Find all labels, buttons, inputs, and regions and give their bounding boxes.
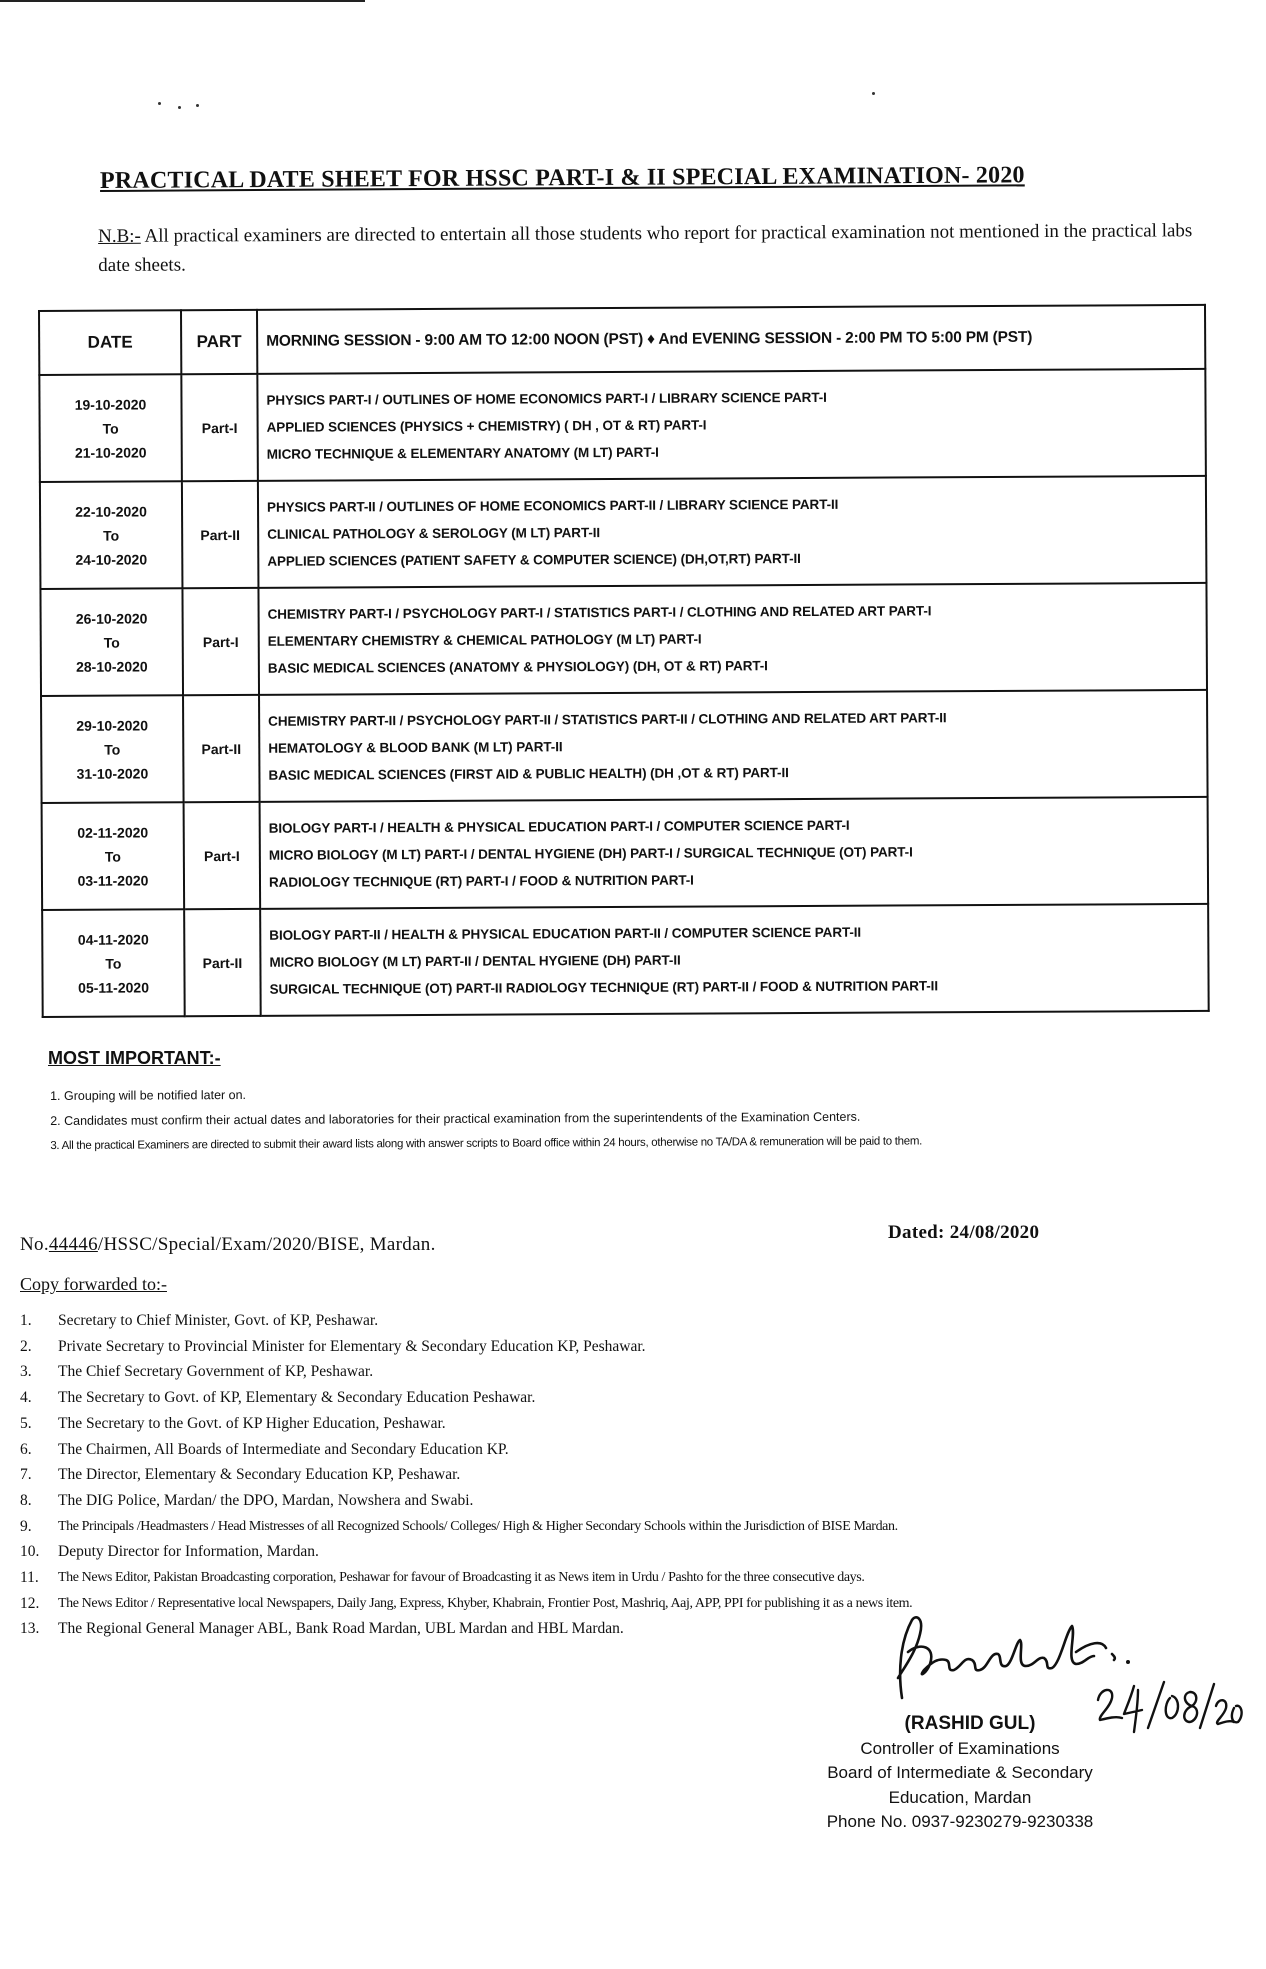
date-range (40, 588, 183, 696)
signatory-name: (RASHID GUL) (904, 1713, 1036, 1734)
list-item (20, 1411, 912, 1437)
date-to-label: To (103, 634, 120, 651)
table-row (39, 369, 1206, 482)
session-column-header: MORNING SESSION - 9:00 AM TO 12:00 NOON (PST) ♦ And EVENING SESSION - 2:00 PM TO 5:00 PM (PST) (257, 305, 1205, 374)
list-item-number: 12. (20, 1594, 40, 1612)
list-item (20, 1488, 912, 1514)
subject-line: SURGICAL TECHNIQUE (OT) PART-II RADIOLOGY TECHNIQUE (RT) PART-II / FOOD & NUTRITION PART-II (269, 978, 938, 997)
list-item-number: 3. (20, 1363, 32, 1381)
list-item-number: 5. (20, 1414, 32, 1432)
scan-top-edge (0, 0, 365, 2)
signatory-org-line1: Board of Intermediate & Secondary (827, 1763, 1093, 1782)
table-row (42, 904, 1209, 1017)
list-item-text: The Principals /Headmasters / Head Mistresses of all Recognized Schools/ Colleges/ High & Higher Secondary Schools within the Jurisdiction of BISE Mardan. (58, 1518, 898, 1534)
scan-speck (158, 102, 161, 105)
page-title: PRACTICAL DATE SHEET FOR HSSC PART-I & II SPECIAL EXAMINATION- 2020 (99, 162, 1025, 194)
date-to-label: To (105, 955, 122, 972)
list-item-text: The News Editor, Pakistan Broadcasting corporation, Peshawar for favour of Broadcasting it as News item in Urdu / Pashto for the three consecutive days. (58, 1570, 865, 1586)
list-item-text: The Regional General Manager ABL, Bank Road Mardan, UBL Mardan and HBL Mardan. (58, 1620, 624, 1638)
list-item-number: 6. (20, 1440, 32, 1458)
important-item: 3. All the practical Examiners are directed to submit their award lists along with answer scripts to Board office within 24 hours, otherwise no TA/DA & remuneration will be paid to them. (50, 1135, 923, 1152)
reference-prefix: No. (20, 1234, 49, 1255)
signatory-org-line2: Education, Mardan (888, 1787, 1032, 1807)
part-cell: Part-I (182, 588, 259, 695)
part-cell: Part-I (184, 802, 261, 909)
list-item-number: 1. (20, 1312, 32, 1329)
date-from: 26-10-2020 (75, 609, 148, 627)
list-item-number: 9. (20, 1517, 32, 1535)
date-to: 03-11-2020 (77, 871, 149, 889)
list-item-number: 10. (20, 1543, 40, 1561)
date-to: 21-10-2020 (74, 443, 147, 461)
date-to: 24-10-2020 (75, 550, 148, 568)
list-item-text: The Secretary to Govt. of KP, Elementary & Secondary Education Peshawar. (58, 1389, 536, 1407)
subject-line: CLINICAL PATHOLOGY & SEROLOGY (M LT) PART-II (267, 525, 601, 542)
date-range (42, 909, 185, 1017)
date-range (39, 374, 182, 482)
list-item-number: 11. (20, 1569, 39, 1587)
subject-line: HEMATOLOGY & BLOOD BANK (M LT) PART-II (268, 739, 563, 756)
subject-line: CHEMISTRY PART-I / PSYCHOLOGY PART-I / STATISTICS PART-I / CLOTHING AND RELATED ART PART-I (267, 603, 932, 622)
subjects-cell (258, 476, 1207, 588)
list-item-text: Secretary to Chief Minister, Govt. of KP, Peshawar. (58, 1312, 379, 1329)
scan-speck (178, 106, 181, 109)
reference-serial: 44446 (48, 1234, 98, 1255)
part-cell: Part-II (184, 909, 261, 1016)
list-item (20, 1359, 912, 1385)
list-item (20, 1308, 912, 1334)
list-item-number: 8. (20, 1491, 32, 1509)
date-to-label: To (102, 420, 119, 437)
subject-line: APPLIED SCIENCES (PATIENT SAFETY & COMPUTER SCIENCE) (DH,OT,RT) PART-II (267, 551, 801, 569)
subject-line: ELEMENTARY CHEMISTRY & CHEMICAL PATHOLOGY (M LT) PART-I (267, 631, 702, 649)
subject-line: BIOLOGY PART-I / HEALTH & PHYSICAL EDUCATION PART-I / COMPUTER SCIENCE PART-I (268, 817, 850, 836)
important-heading: MOST IMPORTANT:- (48, 1048, 221, 1068)
date-to: 31-10-2020 (76, 764, 149, 782)
part-cell: Part-II (182, 481, 259, 588)
signatory-block (810, 1712, 1110, 1835)
date-to-label: To (104, 848, 121, 865)
date-from: 29-10-2020 (76, 716, 149, 734)
copy-forwarded-list (20, 1308, 912, 1642)
subject-line: PHYSICS PART-I / OUTLINES OF HOME ECONOMICS PART-I / LIBRARY SCIENCE PART-I (266, 389, 827, 408)
subject-line: APPLIED SCIENCES (PHYSICS + CHEMISTRY) ( DH , OT & RT) PART-I (266, 417, 707, 435)
subjects-cell (257, 369, 1206, 481)
date-to: 05-11-2020 (78, 978, 150, 996)
reference-suffix: /HSSC/Special/Exam/2020/BISE, Mardan. (97, 1234, 436, 1255)
handwritten-date (1094, 1676, 1244, 1734)
date-from: 04-11-2020 (77, 930, 149, 948)
date-to-label: To (104, 741, 121, 758)
scan-speck (872, 92, 875, 95)
note-text: All practical examiners are directed to entertain all those students who report for practical examination not mentioned in the practical labs date sheets. (98, 220, 1193, 276)
dated-label: Dated: 24/08/2020 (888, 1222, 1040, 1243)
subject-line: BIOLOGY PART-II / HEALTH & PHYSICAL EDUCATION PART-II / COMPUTER SCIENCE PART-II (269, 924, 862, 943)
list-item (20, 1616, 912, 1642)
part-cell: Part-II (183, 695, 260, 802)
list-item-text: The Director, Elementary & Secondary Education KP, Peshawar. (58, 1466, 461, 1484)
list-item (20, 1514, 912, 1540)
subject-line: BASIC MEDICAL SCIENCES (FIRST AID & PUBLIC HEALTH) (DH ,OT & RT) PART-II (268, 765, 789, 783)
table-row (40, 583, 1207, 696)
subjects-cell (260, 797, 1209, 909)
signatory-phone: Phone No. 0937-9230279-9230338 (826, 1812, 1094, 1831)
reference-number (20, 1234, 436, 1256)
date-from: 22-10-2020 (75, 502, 147, 520)
date-column-header: DATE (39, 310, 181, 375)
list-item-number: 2. (20, 1337, 32, 1355)
subject-line: BASIC MEDICAL SCIENCES (ANATOMY & PHYSIOLOGY) (DH, OT & RT) PART-I (267, 658, 768, 676)
subject-line: MICRO BIOLOGY (M LT) PART-II / DENTAL HYGIENE (DH) PART-II (269, 952, 681, 970)
list-item-text: The News Editor / Representative local Newspapers, Daily Jang, Express, Khyber, Khabrain, Frontier Post, Mashriq, Aaj, APP, PPI for publishing it as a news item. (58, 1595, 913, 1611)
list-item (20, 1334, 912, 1360)
subject-line: PHYSICS PART-II / OUTLINES OF HOME ECONOMICS PART-II / LIBRARY SCIENCE PART-II (266, 496, 839, 515)
list-item (20, 1565, 912, 1591)
scan-speck (196, 104, 199, 107)
subject-line: MICRO BIOLOGY (M LT) PART-I / DENTAL HYGIENE (DH) PART-I / SURGICAL TECHNIQUE (OT) PART-I (268, 844, 913, 863)
date-to: 28-10-2020 (76, 657, 148, 675)
subjects-cell (258, 583, 1207, 695)
date-range (40, 481, 183, 589)
subject-line: RADIOLOGY TECHNIQUE (RT) PART-I / FOOD & NUTRITION PART-I (268, 872, 694, 890)
list-item-number: 4. (20, 1389, 32, 1407)
important-item: 2. Candidates must confirm their actual dates and laboratories for their practical examination from the superintendents of the Examination Centers. (50, 1109, 861, 1128)
date-sheet-table (38, 304, 1210, 1018)
copy-forwarded-heading: Copy forwarded to:- (20, 1274, 167, 1294)
list-item (20, 1462, 912, 1488)
subject-line: CHEMISTRY PART-II / PSYCHOLOGY PART-II / STATISTICS PART-II / CLOTHING AND RELATED ART PART-II (268, 710, 947, 729)
signatory-designation: Controller of Examinations (860, 1738, 1060, 1758)
list-item (20, 1539, 912, 1565)
list-item-text: The Secretary to the Govt. of KP Higher Education, Peshawar. (58, 1414, 446, 1432)
list-item-number: 13. (20, 1620, 40, 1638)
subjects-cell (259, 690, 1208, 802)
important-item: 1. Grouping will be notified later on. (50, 1087, 247, 1103)
date-from: 19-10-2020 (74, 395, 147, 413)
part-column-header: PART (181, 310, 257, 374)
list-item-text: The DIG Police, Mardan/ the DPO, Mardan, Nowshera and Swabi. (58, 1491, 474, 1509)
list-item-number: 7. (20, 1466, 32, 1484)
subject-line: MICRO TECHNIQUE & ELEMENTARY ANATOMY (M LT) PART-I (266, 444, 659, 462)
date-range (42, 802, 185, 910)
table-row (42, 797, 1209, 910)
note-paragraph (98, 216, 1208, 280)
important-list (50, 1079, 922, 1159)
list-item (20, 1437, 912, 1463)
table-row (40, 476, 1207, 589)
date-range (41, 695, 184, 803)
table-header-row (39, 305, 1205, 375)
list-item-text: The Chairmen, All Boards of Intermediate and Secondary Education KP. (58, 1440, 509, 1458)
list-item-text: Private Secretary to Provincial Minister for Elementary & Secondary Education KP, Peshawar. (58, 1337, 646, 1355)
date-from: 02-11-2020 (77, 823, 149, 841)
subjects-cell (260, 904, 1209, 1016)
list-item (20, 1591, 912, 1617)
date-to-label: To (103, 527, 120, 544)
note-label: N.B:- (98, 225, 141, 247)
list-item (20, 1385, 912, 1411)
list-item-text: The Chief Secretary Government of KP, Peshawar. (58, 1363, 374, 1381)
part-cell: Part-I (181, 374, 258, 481)
list-item-text: Deputy Director for Information, Mardan. (58, 1543, 319, 1561)
table-row (41, 690, 1208, 803)
